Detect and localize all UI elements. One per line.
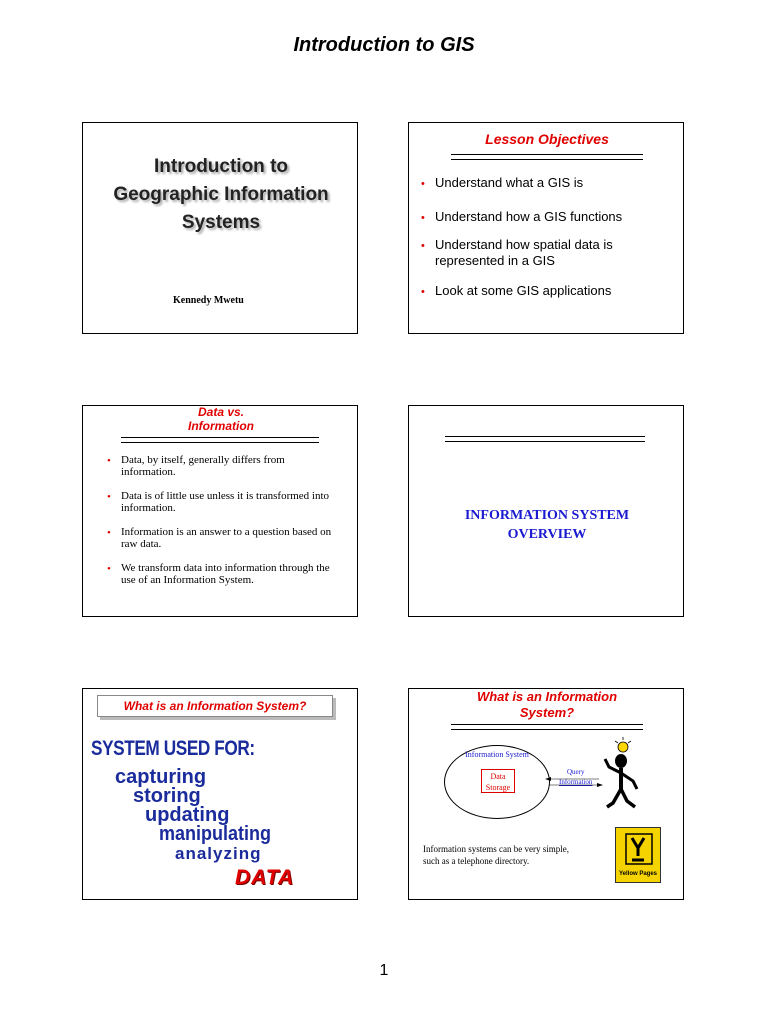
list-item: • Data is of little use unless it is transformed into information. bbox=[105, 490, 339, 514]
query-arrows bbox=[545, 775, 603, 789]
list-item: • Data, by itself, generally differs from information. bbox=[105, 454, 339, 478]
caption-line-2: such as a telephone directory. bbox=[423, 856, 530, 866]
list-item: • Understand what a GIS is bbox=[419, 175, 675, 191]
yellow-pages-label: Yellow Pages bbox=[618, 871, 658, 877]
word-capturing: capturing bbox=[115, 766, 207, 788]
slide-heading-line-2: System? bbox=[519, 705, 575, 720]
slide-heading bbox=[409, 506, 685, 544]
page-number: 1 bbox=[379, 962, 389, 979]
data-info-list bbox=[105, 454, 339, 586]
walking-fingers-icon bbox=[616, 830, 660, 870]
slide-information-system-overview bbox=[408, 405, 684, 617]
slide-heading-line-1: INFORMATION SYSTEM bbox=[464, 508, 630, 523]
slide-heading-line-2: Information bbox=[188, 419, 254, 433]
slide-what-is-is-diagram bbox=[408, 688, 684, 900]
word-updating: updating bbox=[145, 804, 230, 826]
slide-what-is-is-uses bbox=[82, 688, 358, 900]
slide-title-line-3: Systems bbox=[181, 212, 261, 233]
objectives-list bbox=[419, 175, 675, 299]
divider bbox=[451, 154, 643, 160]
slide-heading bbox=[409, 689, 685, 721]
author-name: Kennedy Mwetu bbox=[173, 295, 244, 306]
slide-heading bbox=[83, 405, 359, 433]
yellow-pages-logo bbox=[615, 827, 661, 883]
list-item: • Look at some GIS applications bbox=[419, 283, 675, 299]
slide-heading: What is an Information System? bbox=[123, 699, 307, 713]
data-storage-line-1: Data bbox=[490, 772, 506, 781]
data-word: DATA bbox=[235, 866, 295, 889]
divider bbox=[451, 724, 643, 730]
slide-title bbox=[82, 122, 358, 334]
word-storing: storing bbox=[133, 785, 201, 807]
slide-heading-line-1: What is an Information bbox=[476, 689, 618, 704]
slide-data-vs-information bbox=[82, 405, 358, 617]
slide-heading-line-2: OVERVIEW bbox=[507, 527, 587, 542]
list-item: • Information is an answer to a question based on raw data. bbox=[105, 526, 339, 550]
data-storage-line-2: Storage bbox=[485, 783, 511, 792]
word-analyzing: analyzing bbox=[175, 844, 262, 863]
list-item: • Understand how a GIS functions bbox=[419, 209, 675, 225]
query-line-2: Information bbox=[559, 778, 593, 786]
slide-heading-line-1: Data vs. bbox=[197, 405, 245, 419]
divider bbox=[121, 437, 319, 443]
page-title: Introduction to GIS bbox=[293, 34, 475, 56]
system-used-for-label: SYSTEM USED FOR: bbox=[91, 737, 255, 760]
list-item: • We transform data into information through the use of an Information System. bbox=[105, 562, 339, 586]
list-item: • Understand how spatial data is represented in a GIS bbox=[419, 237, 645, 269]
slide-lesson-objectives bbox=[408, 122, 684, 334]
divider bbox=[445, 436, 645, 442]
slide-title-line-1: Introduction to bbox=[153, 156, 289, 177]
caption bbox=[423, 843, 569, 867]
word-manipulating: manipulating bbox=[159, 823, 272, 845]
caption-line-1: Information systems can be very simple, bbox=[423, 844, 569, 854]
thinking-person-icon bbox=[597, 737, 649, 811]
slide-heading: Lesson Objectives bbox=[485, 131, 609, 147]
slide-title-line-2: Geographic Information bbox=[113, 184, 329, 205]
heading-box bbox=[97, 695, 333, 717]
ellipse-label: Information System bbox=[465, 750, 529, 759]
data-storage-box bbox=[481, 769, 515, 793]
slide-title-heading bbox=[97, 153, 345, 237]
query-line-1: Query bbox=[566, 768, 585, 776]
